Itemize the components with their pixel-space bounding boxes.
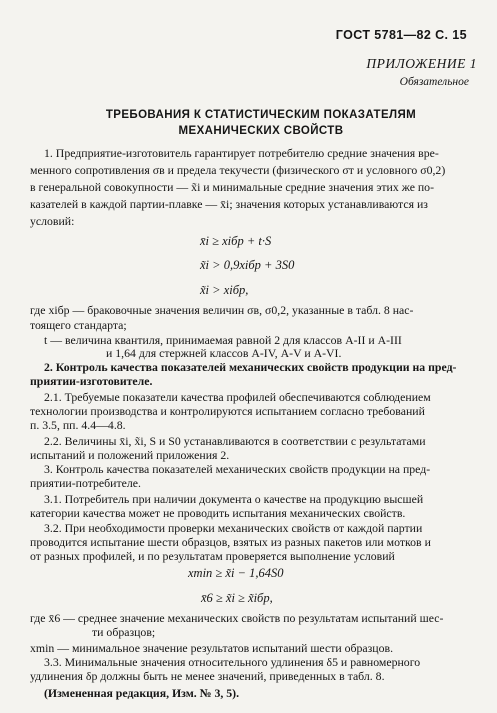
paragraph-2-heading: приятии-изготовителе. <box>30 374 153 388</box>
where-clause-line: xmin — минимальное значение результатов испытаний шести образцов. <box>30 641 394 655</box>
paragraph-1-line: в генеральной совокупности — x̃i и минимальные средние значения этих же по- <box>30 180 435 194</box>
title-line-2: МЕХАНИЧЕСКИХ СВОЙСТВ <box>178 125 344 137</box>
paragraph-3-2-line: 3.2. При необходимости проверки механических свойств от каждой партии <box>44 521 423 535</box>
where-clause-line: ти образцов; <box>92 625 156 639</box>
paragraph-2-1-line: технологии производства и контролируются испытанием согласно требований <box>30 404 425 418</box>
paragraph-3-2-line: от разных профилей, и по результатам проверяется выполнение условий <box>30 549 395 563</box>
document-title <box>86 107 436 139</box>
paragraph-3-1-line: категории качества может не проводить испытания механических свойств. <box>30 506 406 520</box>
paragraph-1-line: менного сопротивления σв и предела текучести (физического σт и условного σ0,2) <box>30 163 446 177</box>
where-clause-line: t — величина квантиля, принимаемая равной 2 для классов А-II и А-III <box>44 333 402 347</box>
formula-3: x̃i > xiбр, <box>200 283 249 297</box>
formula-2: x̃i > 0,9xiбр + 3S0 <box>200 258 295 272</box>
paragraph-2-1-line: п. 3.5, пп. 4.4—4.8. <box>30 418 126 432</box>
formula-5: x̄6 ≥ x̃i ≥ x̃iбр, <box>201 591 273 605</box>
title-line-1: ТРЕБОВАНИЯ К СТАТИСТИЧЕСКИМ ПОКАЗАТЕЛЯМ <box>105 109 417 121</box>
formula-4: xmin ≥ x̃i − 1,64S0 <box>188 566 284 580</box>
appendix-status: Обязательное <box>399 76 469 88</box>
paragraph-3-3-line: удлинения δр должны быть не менее значений, приведенных в табл. 8. <box>30 669 385 683</box>
paragraph-3-3-line: 3.3. Минимальные значения относительного удлинения δ5 и равномерного <box>44 655 421 669</box>
paragraph-3-line: 3. Контроль качества показателей механических свойств продукции на пред- <box>44 462 431 476</box>
paragraph-2-1-line: 2.1. Требуемые показатели качества профилей обеспечиваются соблюдением <box>44 390 431 404</box>
paragraph-3-line: приятии-потребителе. <box>30 476 141 490</box>
paragraph-2-2-line: испытаний и положений приложения 2. <box>30 448 230 462</box>
where-clause-line: где xiбр — браковочные значения величин σв, σ0,2, указанные в табл. 8 нас- <box>30 303 414 317</box>
paragraph-2-2-line: 2.2. Величины x̄i, x̃i, S и S0 устанавливаются в соответствии с результатами <box>44 434 426 448</box>
where-clause-line: тоящего стандарта; <box>30 318 127 332</box>
standard-header: ГОСТ 5781—82 С. 15 <box>335 28 467 42</box>
paragraph-3-2-line: проводится испытание шести образцов, взятых из разных пакетов или мотков и <box>30 535 431 549</box>
where-clause-line: и 1,64 для стержней классов А-IV, А-V и А-VI. <box>106 346 342 360</box>
paragraph-1-line: 1. Предприятие-изготовитель гарантирует потребителю средние значения вре- <box>44 146 439 160</box>
paragraph-2-heading: 2. Контроль качества показателей механических свойств продукции на пред- <box>44 360 457 374</box>
edition-note: (Измененная редакция, Изм. № 3, 5). <box>44 686 240 700</box>
appendix-label: ПРИЛОЖЕНИЕ 1 <box>366 56 477 71</box>
paragraph-3-1-line: 3.1. Потребитель при наличии документа о качестве на продукцию высшей <box>44 492 424 506</box>
formula-1: x̄i ≥ xiбр + t·S <box>200 234 272 248</box>
paragraph-1-line: условий: <box>30 214 75 228</box>
where-clause-line: где x̄6 — среднее значение механических свойств по результатам испытаний шес- <box>30 611 444 625</box>
paragraph-1-line: казателей в каждой партии-плавке — x̄i; значения которых устанавливаются из <box>30 197 428 211</box>
